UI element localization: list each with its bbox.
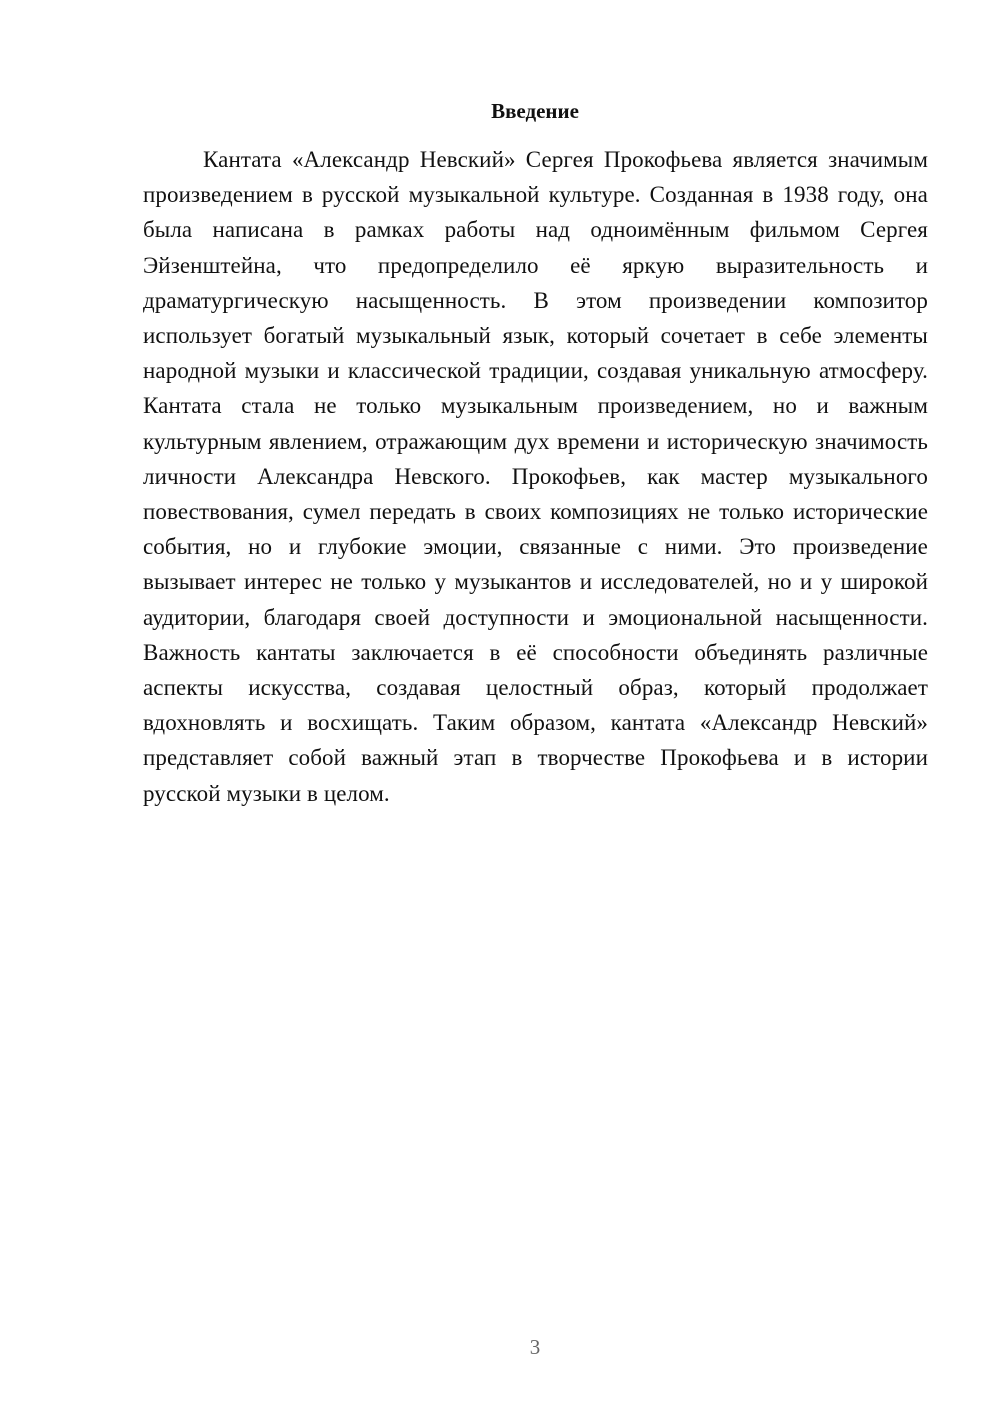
section-heading: Введение [491, 99, 579, 123]
page-number: 3 [529, 1335, 541, 1359]
body-paragraph: Кантата «Александр Невский» Сергея Прокофьева является значимым произведением в русской музыкальной культуре. Созданная в 1938 году, она была написана в рамках работы над одноимённым фильмом Сергея Эйзенштейна, что предопределило её яркую выразительность и драматургическую насыщенность. В этом произведении композитор использует богатый музыкальный язык, который сочетает в себе элементы народной музыки и классической традиции, создавая уникальную атмосферу. Кантата стала не только музыкальным произведением, но и важным культурным явлением, отражающим дух времени и историческую значимость личности Александра Невского. Прокофьев, как мастер музыкального повествования, сумел передать в своих композициях не только исторические события, но и глубокие эмоции, связанные с ними. Это произведение вызывает интерес не только у музыкантов и исследователей, но и у широкой аудитории, благодаря своей доступности и эмоциональной насыщенности. Важность кантаты заключается в её способности объединять различные аспекты искусства, создавая целостный образ, который продолжает вдохновлять и восхищать. Таким образом, кантата «Александр Невский» представляет собой важный этап в творчестве Прокофьева и в истории русской музыки в целом. [143, 147, 928, 806]
